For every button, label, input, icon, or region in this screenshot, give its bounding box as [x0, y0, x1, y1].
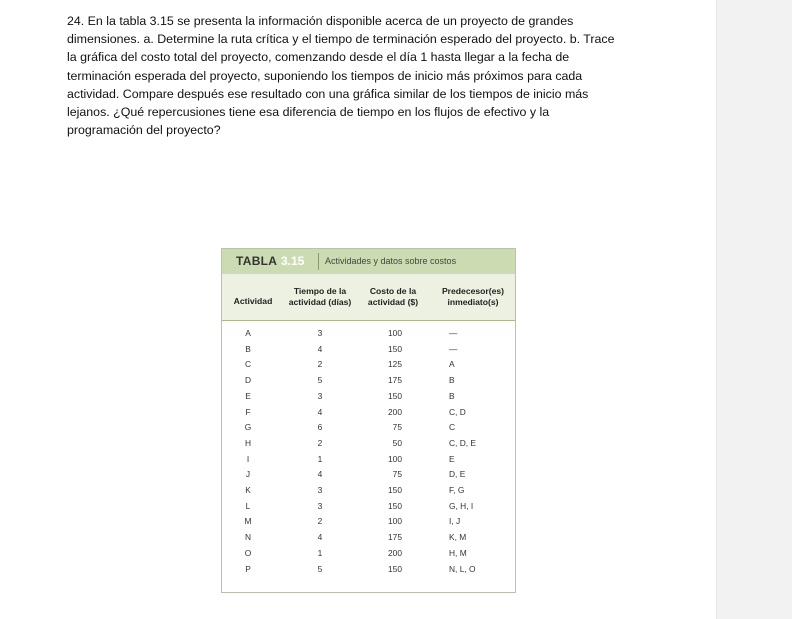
column-headers: [222, 274, 515, 321]
cell-cost: 175: [388, 375, 402, 386]
cell-predecessors: N, L, O: [449, 563, 476, 574]
cell-predecessors: H, M: [449, 547, 467, 558]
cell-time: 4: [317, 343, 323, 354]
table-row: [222, 405, 515, 421]
data-table: [221, 248, 516, 593]
cell-predecessors: B: [449, 375, 455, 386]
cell-predecessors: E: [449, 453, 455, 464]
cell-time: 5: [317, 375, 323, 386]
cell-cost: 150: [388, 485, 402, 495]
cell-activity: D: [244, 375, 252, 386]
cell-predecessors: C: [449, 422, 456, 433]
table-row: [222, 483, 515, 499]
cell-cost: 175: [388, 532, 402, 543]
table-row: [222, 546, 515, 562]
header-cost-line1: Costo de la: [369, 286, 417, 296]
cell-cost: 100: [388, 453, 402, 464]
cell-cost: 200: [388, 547, 402, 558]
cell-predecessors: I, J: [449, 516, 461, 527]
cell-activity: N: [244, 532, 252, 543]
cell-cost: 150: [388, 563, 402, 574]
cell-cost: 75: [392, 422, 402, 433]
header-time: [285, 286, 355, 308]
cell-time: 6: [317, 422, 323, 433]
table-row: [222, 514, 515, 530]
cell-activity: O: [244, 547, 252, 558]
cell-cost: 150: [388, 390, 402, 401]
cell-time: 3: [317, 485, 323, 495]
cell-cost: 100: [388, 516, 402, 527]
cell-activity: M: [244, 516, 252, 527]
cell-time: 1: [317, 453, 323, 464]
cell-activity: P: [245, 563, 251, 574]
table-row: [222, 499, 515, 515]
cell-predecessors: —: [449, 343, 458, 354]
right-sidebar-panel: [716, 0, 792, 619]
header-cost-line2: actividad ($): [367, 297, 419, 307]
cell-predecessors: B: [449, 390, 455, 401]
cell-activity: A: [245, 328, 251, 338]
cell-activity: E: [245, 390, 251, 401]
cell-time: 1: [317, 547, 323, 558]
cell-predecessors: C, D: [449, 406, 466, 417]
cell-time: 2: [317, 516, 323, 527]
cell-activity: K: [245, 485, 251, 495]
table-row: [222, 467, 515, 483]
header-activity-text: Actividad: [233, 296, 273, 306]
table-row: [222, 342, 515, 358]
cell-predecessors: K, M: [449, 532, 467, 543]
cell-activity: H: [244, 437, 252, 448]
cell-activity: G: [244, 422, 252, 433]
cell-predecessors: C, D, E: [449, 437, 476, 448]
cell-time: 2: [317, 437, 323, 448]
table-row: [222, 530, 515, 546]
cell-activity: B: [245, 343, 251, 354]
cell-time: 4: [317, 532, 323, 543]
header-pred-line2: inmediato(s): [447, 297, 499, 307]
cell-predecessors: F, G: [449, 485, 465, 495]
cell-predecessors: G, H, I: [449, 500, 474, 511]
table-row: [222, 452, 515, 468]
header-pred-line1: Predecesor(es): [441, 286, 505, 296]
table-label: TABLA: [236, 254, 278, 268]
cell-cost: 100: [388, 328, 402, 338]
cell-time: 5: [317, 563, 323, 574]
cell-predecessors: D, E: [449, 469, 466, 480]
table-row: [222, 389, 515, 405]
cell-activity: C: [244, 359, 252, 370]
table-row: [222, 373, 515, 389]
cell-cost: 125: [388, 359, 402, 370]
cell-time: 4: [317, 406, 323, 417]
cell-cost: 50: [392, 437, 402, 448]
cell-cost: 150: [388, 500, 402, 511]
table-caption: Actividades y datos sobre costos: [325, 256, 457, 266]
cell-time: 3: [317, 390, 323, 401]
cell-activity: J: [245, 469, 251, 480]
table-row: [222, 357, 515, 373]
table-number: 3.15: [281, 254, 305, 268]
header-time-line1: Tiempo de la: [293, 286, 347, 296]
title-divider: [318, 253, 319, 270]
cell-predecessors: —: [449, 328, 458, 338]
header-activity: [229, 296, 277, 307]
cell-time: 3: [317, 500, 323, 511]
table-row: [222, 436, 515, 452]
cell-time: 3: [317, 328, 323, 338]
table-row: [222, 562, 515, 578]
cell-activity: I: [246, 453, 250, 464]
cell-activity: F: [245, 406, 251, 417]
header-predecessors: [434, 286, 512, 308]
table-row: [222, 326, 515, 342]
cell-predecessors: A: [449, 359, 455, 370]
cell-time: 4: [317, 469, 323, 480]
header-time-line2: actividad (días): [288, 297, 352, 307]
cell-cost: 200: [388, 406, 402, 417]
table-title-bar: [222, 249, 515, 275]
cell-activity: L: [245, 500, 251, 511]
header-cost: [360, 286, 426, 308]
table-row: [222, 420, 515, 436]
cell-cost: 150: [388, 343, 402, 354]
cell-time: 2: [317, 359, 323, 370]
problem-text: 24. En la tabla 3.15 se presenta la información disponible acerca de un proyecto de grandes dimensiones. a. Determine la ruta crítica y el tiempo de terminación esperado del proyecto. b. Trace la gráfica del costo total del proyecto, comenzando desde el día 1 hasta llegar a la fecha de terminación esperada del proyecto, suponiendo los tiempos de inicio más próximos para cada actividad. Compare después ese resultado con una gráfica similar de los tiempos de inicio más lejanos. ¿Qué repercusiones tiene esa diferencia de tiempo en los flujos de efectivo y la programación del proyecto?: [67, 14, 615, 138]
cell-cost: 75: [392, 469, 402, 480]
